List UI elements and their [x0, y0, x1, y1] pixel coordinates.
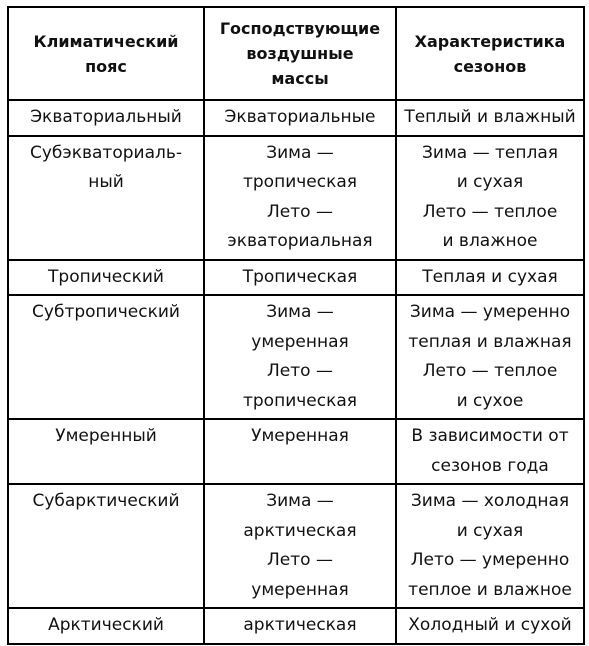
- table-row: [8, 419, 584, 484]
- cell-line: экваториальная: [227, 231, 373, 251]
- cell-climate-belt: [8, 260, 204, 296]
- cell-line: Экваториальный: [30, 107, 182, 127]
- cell-season-characteristics: [396, 419, 584, 484]
- cell-line: Теплый и влажный: [404, 107, 576, 127]
- header-season-characteristics: [396, 7, 584, 100]
- cell-climate-belt: [8, 136, 204, 260]
- header-line: Характеристика: [414, 31, 566, 51]
- header-line: Господствующие: [219, 19, 381, 38]
- cell-line: арктическая: [243, 520, 357, 541]
- table-row: [8, 295, 584, 419]
- header-line: воздушные: [246, 44, 354, 63]
- cell-air-masses: [204, 136, 396, 260]
- cell-line: умеренная: [251, 331, 349, 352]
- cell-air-masses: [204, 608, 396, 644]
- cell-air-masses: [204, 260, 396, 296]
- cell-line: и сухая: [456, 172, 524, 192]
- cell-season-characteristics: [396, 295, 584, 419]
- cell-line: Тропический: [48, 266, 164, 287]
- cell-climate-belt: [8, 100, 204, 136]
- cell-line: сезонов года: [431, 455, 549, 476]
- cell-line: Зима — теплая: [422, 142, 558, 163]
- cell-line: Зима — холодная: [410, 491, 570, 511]
- cell-line: Теплая и сухая: [422, 266, 558, 287]
- table-row: [8, 136, 584, 260]
- cell-line: Холодный и сухой: [408, 615, 572, 635]
- cell-line: и сухая: [456, 520, 524, 541]
- cell-climate-belt: [8, 419, 204, 484]
- cell-line: Умеренный: [55, 426, 157, 446]
- cell-line: Субтропический: [32, 302, 180, 322]
- cell-line: тропическая: [242, 390, 358, 411]
- cell-line: Зима —: [266, 142, 334, 163]
- header-line: массы: [271, 69, 329, 88]
- table-row: [8, 484, 584, 608]
- header-climate-belt: [8, 7, 204, 100]
- cell-line: Экваториальные: [224, 107, 376, 127]
- cell-line: Лето —: [267, 201, 333, 222]
- header-line: пояс: [85, 56, 127, 76]
- cell-season-characteristics: [396, 608, 584, 644]
- cell-line: теплое и влажное: [408, 579, 572, 600]
- header-line: Климатический: [33, 31, 179, 51]
- header-air-masses: [204, 7, 396, 100]
- cell-climate-belt: [8, 295, 204, 419]
- cell-line: Субарктический: [32, 491, 180, 511]
- cell-line: и сухое: [456, 390, 524, 411]
- cell-line: тропическая: [242, 172, 358, 192]
- cell-season-characteristics: [396, 100, 584, 136]
- cell-season-characteristics: [396, 136, 584, 260]
- header-line: сезонов: [453, 56, 527, 76]
- cell-line: ный: [88, 172, 124, 192]
- cell-line: умеренная: [251, 579, 349, 600]
- cell-line: Зима — умеренно: [409, 302, 571, 322]
- cell-line: Тропическая: [242, 266, 358, 287]
- cell-air-masses: [204, 484, 396, 608]
- table-row: [8, 100, 584, 136]
- cell-line: Лето —: [267, 361, 333, 381]
- climate-belts-table: [7, 6, 585, 645]
- cell-line: Арктический: [48, 615, 164, 635]
- cell-line: Лето —: [267, 550, 333, 570]
- cell-line: Лето — теплое: [422, 361, 558, 381]
- cell-line: Субэкваториаль-: [29, 142, 183, 163]
- cell-climate-belt: [8, 484, 204, 608]
- cell-line: Лето — теплое: [422, 201, 558, 222]
- cell-line: Зима —: [266, 491, 334, 511]
- cell-line: Зима —: [266, 302, 334, 322]
- cell-line: арктическая: [243, 615, 357, 635]
- cell-line: В зависимости от: [411, 426, 569, 446]
- climate-table-container: [7, 6, 583, 645]
- table-header-row: [8, 7, 584, 100]
- cell-air-masses: [204, 419, 396, 484]
- cell-season-characteristics: [396, 484, 584, 608]
- cell-air-masses: [204, 100, 396, 136]
- cell-line: Умеренная: [251, 426, 349, 446]
- cell-air-masses: [204, 295, 396, 419]
- cell-season-characteristics: [396, 260, 584, 296]
- cell-climate-belt: [8, 608, 204, 644]
- cell-line: и влажное: [442, 231, 538, 251]
- cell-line: теплая и влажная: [408, 331, 572, 352]
- table-row: [8, 608, 584, 644]
- table-row: [8, 260, 584, 296]
- cell-line: Лето — умеренно: [410, 550, 570, 570]
